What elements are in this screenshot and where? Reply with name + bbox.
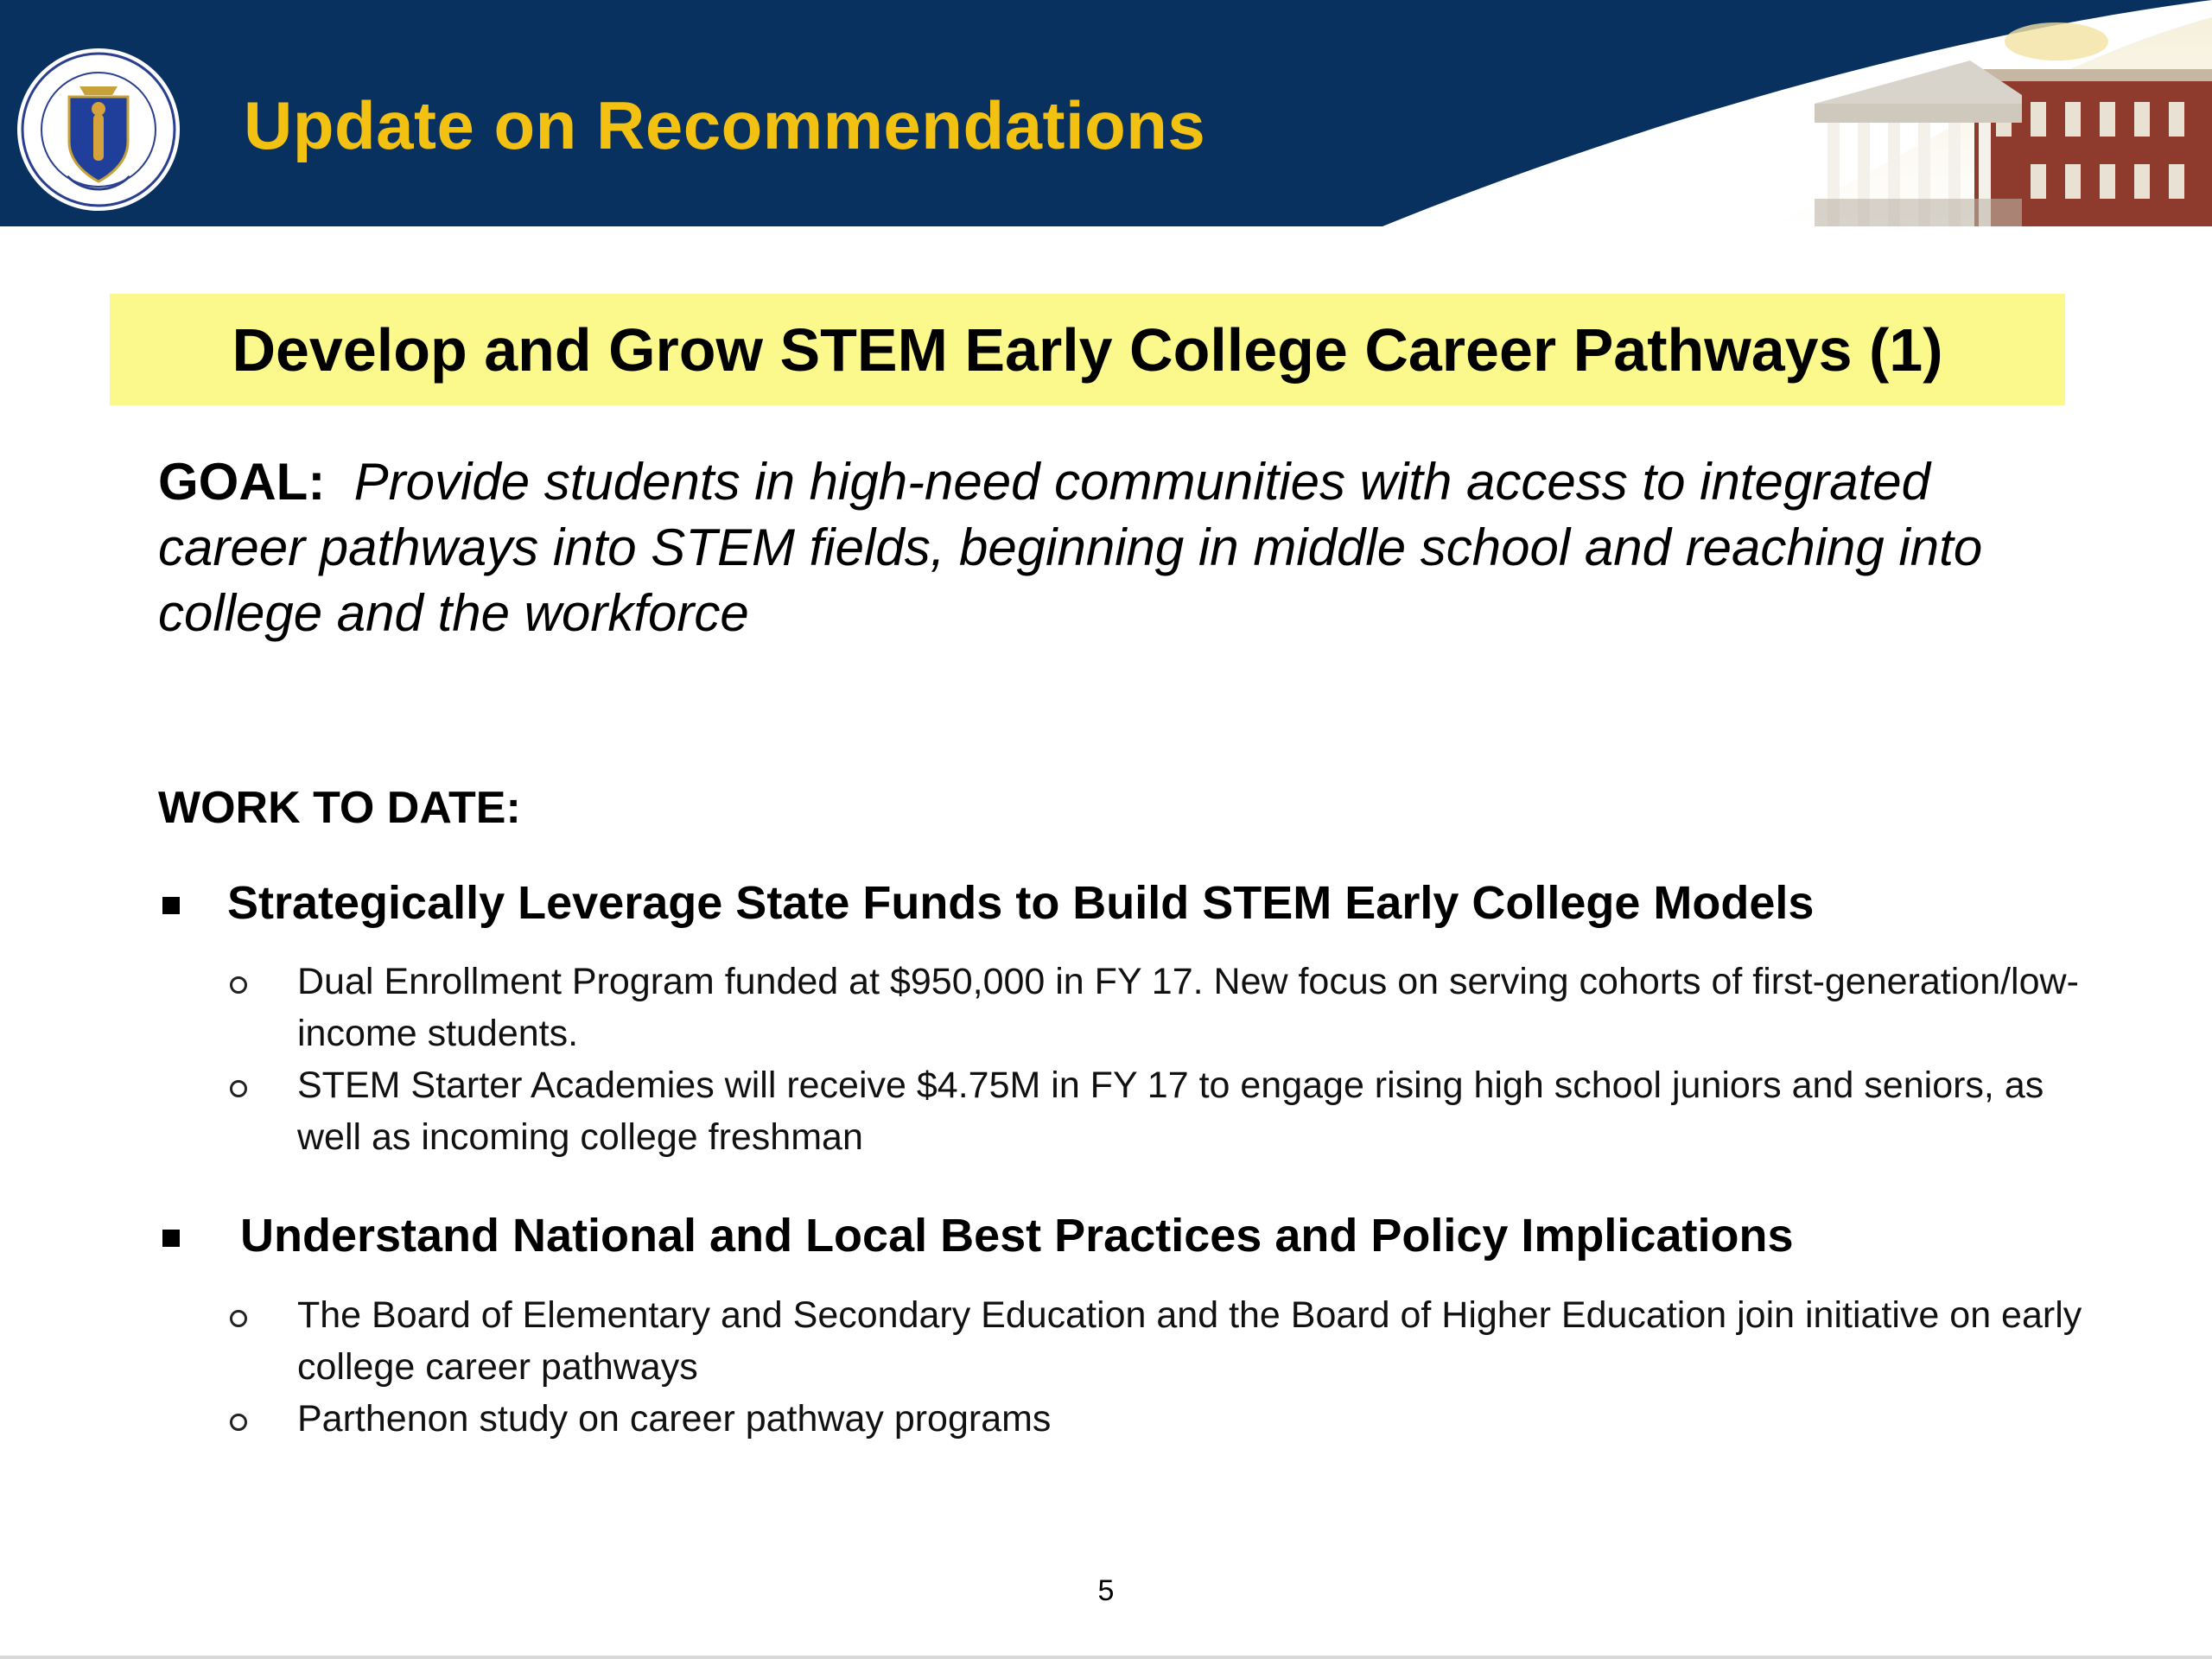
header-banner [0, 0, 2212, 226]
circle-bullet-icon [230, 1080, 247, 1097]
sub-bullet-item: The Board of Elementary and Secondary Education and the Board of Higher Education join initiative on early college career pathways [297, 1294, 2082, 1388]
page-number: 5 [1097, 1574, 1115, 1607]
square-bullet-icon [162, 1230, 180, 1247]
circle-bullet-icon [230, 1310, 247, 1327]
state-house-image [1771, 0, 2212, 226]
massachusetts-seal-icon [16, 47, 181, 213]
sub-bullet-item: Dual Enrollment Program funded at $950,000 in FY 17. New focus on serving cohorts of first-generation/low-income students. [297, 961, 2079, 1054]
goal-paragraph [158, 449, 2085, 646]
square-bullet-icon [162, 897, 180, 914]
work-to-date-heading: WORK TO DATE: [158, 783, 521, 833]
circle-bullet-icon [230, 976, 247, 994]
header-title: Update on Recommendations [244, 87, 1206, 163]
goal-label: GOAL: [158, 453, 326, 511]
sub-bullet-item: Parthenon study on career pathway programs [297, 1398, 1052, 1440]
section-title-banner [110, 294, 2065, 405]
bullet-title: Strategically Leverage State Funds to Build STEM Early College Models [227, 877, 1815, 929]
circle-bullet-icon [230, 1414, 247, 1431]
sub-bullet-item: STEM Starter Academies will receive $4.75M in FY 17 to engage rising high school juniors and seniors, as well as incoming college freshman [297, 1065, 2044, 1158]
bottom-divider [0, 1656, 2212, 1659]
section-title: Develop and Grow STEM Early College Career Pathways (1) [232, 315, 1943, 384]
bullet-title: Understand National and Local Best Practices and Policy Implications [240, 1210, 1794, 1262]
goal-text: Provide students in high-need communities with access to integrated career pathways into STEM fields, beginning in middle school and reaching into college and the workforce [158, 453, 1983, 642]
